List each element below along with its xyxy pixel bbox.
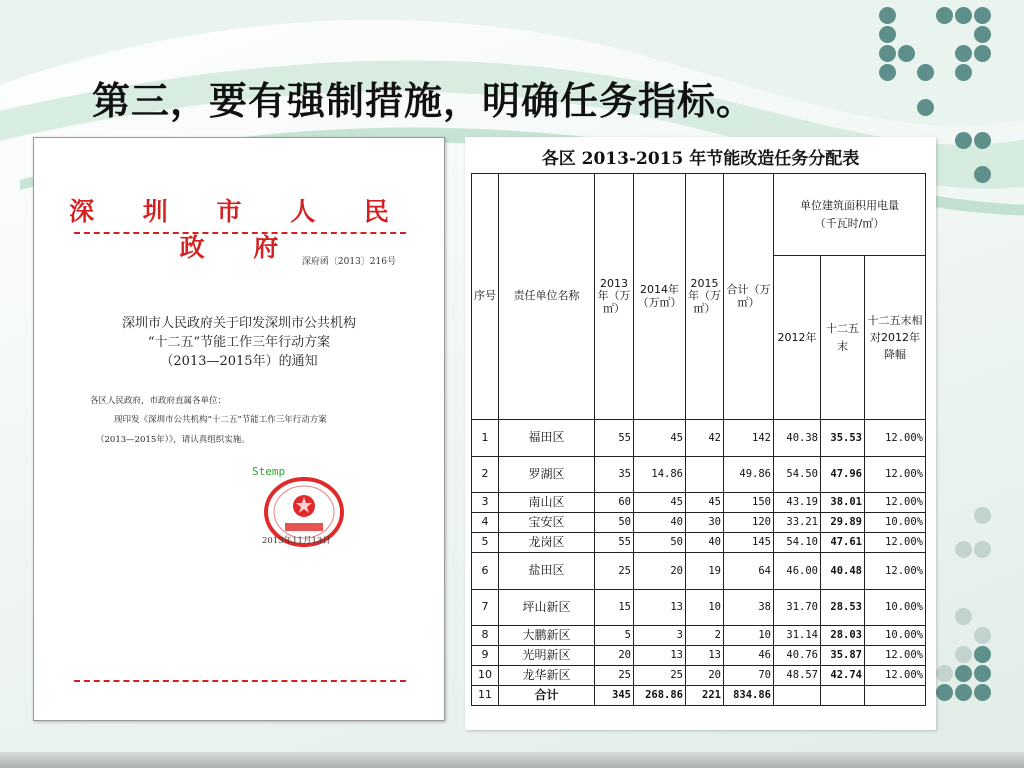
table-row <box>472 666 926 686</box>
cell-seq: 7 <box>472 590 499 626</box>
header-reduction: 十二五末相对2012年降幅 <box>865 256 926 420</box>
cell-y2013: 15 <box>595 590 634 626</box>
cell-red: 12.00% <box>865 493 926 513</box>
cell-y2013: 25 <box>595 666 634 686</box>
cell-y2015: 10 <box>686 590 724 626</box>
cell-total: 120 <box>724 513 774 533</box>
cell-y2014: 45 <box>634 420 686 457</box>
cell-e2012: 40.38 <box>774 420 821 457</box>
cell-red: 12.00% <box>865 666 926 686</box>
cell-total: 49.86 <box>724 457 774 493</box>
cell-y2013: 25 <box>595 553 634 590</box>
stamp-date: 2013年11月13日 <box>262 536 331 546</box>
cell-name: 坪山新区 <box>499 590 595 626</box>
cell-y2013: 55 <box>595 533 634 553</box>
cell-e2012: 54.10 <box>774 533 821 553</box>
document-body-line2: （2013—2015年）》，请认真组织实施。 <box>96 435 250 445</box>
cell-y2014: 3 <box>634 626 686 646</box>
cell-name: 龙华新区 <box>499 666 595 686</box>
cell-y2013: 55 <box>595 420 634 457</box>
cell-y2014: 40 <box>634 513 686 533</box>
header-total: 合计（万㎡） <box>724 174 774 420</box>
cell-total: 70 <box>724 666 774 686</box>
cell-y2014: 25 <box>634 666 686 686</box>
table-row <box>472 646 926 666</box>
cell-e125: 47.96 <box>821 457 865 493</box>
cell-total: 150 <box>724 493 774 513</box>
header-2014: 2014年（万㎡） <box>634 174 686 420</box>
cell-name: 光明新区 <box>499 646 595 666</box>
header-energy-group <box>774 174 926 256</box>
bottom-bar <box>0 752 1024 768</box>
cell-seq: 9 <box>472 646 499 666</box>
cell-e2012: 48.57 <box>774 666 821 686</box>
cell-seq: 8 <box>472 626 499 646</box>
cell-total: 834.86 <box>724 686 774 706</box>
header-energy-group-unit: （千瓦时/㎡） <box>814 216 885 230</box>
cell-y2013: 50 <box>595 513 634 533</box>
header-energy-group-label: 单位建筑面积用电量 <box>800 199 899 213</box>
table-row <box>472 626 926 646</box>
cell-e125: 28.53 <box>821 590 865 626</box>
cell-y2013: 20 <box>595 646 634 666</box>
cell-e2012: 31.70 <box>774 590 821 626</box>
cell-y2015: 19 <box>686 553 724 590</box>
header-2012: 2012年 <box>774 256 821 420</box>
cell-y2013: 345 <box>595 686 634 706</box>
cell-red: 10.00% <box>865 590 926 626</box>
cell-y2014: 45 <box>634 493 686 513</box>
cell-e125: 38.01 <box>821 493 865 513</box>
document-title-line2: “十二五”节能工作三年行动方案 <box>147 335 331 350</box>
cell-name: 福田区 <box>499 420 595 457</box>
red-divider-bottom <box>74 680 406 682</box>
table-row <box>472 686 926 706</box>
cell-y2014: 50 <box>634 533 686 553</box>
cell-name: 龙岗区 <box>499 533 595 553</box>
table-row <box>472 513 926 533</box>
header-unit: 责任单位名称 <box>499 174 595 420</box>
task-allocation-table-panel <box>465 137 936 730</box>
table-title: 各区 2013-2015 年节能改造任务分配表 <box>541 149 860 169</box>
document-title-line1: 深圳市人民政府关于印发深圳市公共机构 <box>121 316 356 331</box>
cell-y2015: 221 <box>686 686 724 706</box>
cell-y2015: 13 <box>686 646 724 666</box>
government-document <box>33 137 445 721</box>
cell-seq: 4 <box>472 513 499 533</box>
table-row <box>472 553 926 590</box>
cell-y2013: 35 <box>595 457 634 493</box>
red-divider-top <box>74 232 406 234</box>
cell-seq: 6 <box>472 553 499 590</box>
cell-name: 大鹏新区 <box>499 626 595 646</box>
cell-red: 12.00% <box>865 646 926 666</box>
table-row <box>472 457 926 493</box>
cell-name: 宝安区 <box>499 513 595 533</box>
cell-total: 64 <box>724 553 774 590</box>
cell-e2012: 31.14 <box>774 626 821 646</box>
cell-e125 <box>821 686 865 706</box>
cell-total: 38 <box>724 590 774 626</box>
cell-y2015: 45 <box>686 493 724 513</box>
document-body-line1: 现印发《深圳市公共机构“十二五”节能工作三年行动方案 <box>114 415 327 425</box>
cell-seq: 10 <box>472 666 499 686</box>
cell-red <box>865 686 926 706</box>
cell-y2014: 13 <box>634 590 686 626</box>
cell-y2014: 14.86 <box>634 457 686 493</box>
cell-y2014: 268.86 <box>634 686 686 706</box>
cell-e2012: 40.76 <box>774 646 821 666</box>
cell-seq: 3 <box>472 493 499 513</box>
cell-e125: 47.61 <box>821 533 865 553</box>
header-2013: 2013年（万㎡） <box>595 174 634 420</box>
task-allocation-table <box>471 173 926 706</box>
cell-e125: 35.53 <box>821 420 865 457</box>
cell-total: 142 <box>724 420 774 457</box>
cell-total: 145 <box>724 533 774 553</box>
cell-y2015: 20 <box>686 666 724 686</box>
document-number: 深府函〔2013〕216号 <box>301 257 396 267</box>
table-body <box>472 420 926 706</box>
cell-e2012: 33.21 <box>774 513 821 533</box>
cell-y2014: 20 <box>634 553 686 590</box>
table-row <box>472 590 926 626</box>
document-issuer: 深 圳 市 人 民 政 府 <box>69 197 409 262</box>
cell-y2013: 60 <box>595 493 634 513</box>
cell-e125: 35.87 <box>821 646 865 666</box>
cell-total: 10 <box>724 626 774 646</box>
cell-name: 合计 <box>499 686 595 706</box>
cell-seq: 2 <box>472 457 499 493</box>
cell-total: 46 <box>724 646 774 666</box>
document-recipients: 各区人民政府，市政府直属各单位： <box>90 396 227 406</box>
cell-e125: 29.89 <box>821 513 865 533</box>
stamp-label: Stemp <box>252 465 286 478</box>
cell-e2012: 54.50 <box>774 457 821 493</box>
cell-red: 12.00% <box>865 420 926 457</box>
cell-e2012: 43.19 <box>774 493 821 513</box>
cell-red: 10.00% <box>865 513 926 533</box>
cell-y2013: 5 <box>595 626 634 646</box>
cell-y2015: 2 <box>686 626 724 646</box>
table-row <box>472 493 926 513</box>
cell-red: 12.00% <box>865 553 926 590</box>
cell-e2012 <box>774 686 821 706</box>
cell-name: 南山区 <box>499 493 595 513</box>
cell-red: 12.00% <box>865 457 926 493</box>
cell-seq: 1 <box>472 420 499 457</box>
cell-name: 罗湖区 <box>499 457 595 493</box>
cell-name: 盐田区 <box>499 553 595 590</box>
header-125-end: 十二五末 <box>821 256 865 420</box>
cell-y2015: 40 <box>686 533 724 553</box>
table-row <box>472 533 926 553</box>
cell-seq: 11 <box>472 686 499 706</box>
cell-e2012: 46.00 <box>774 553 821 590</box>
cell-y2015: 30 <box>686 513 724 533</box>
cell-red: 10.00% <box>865 626 926 646</box>
cell-seq: 5 <box>472 533 499 553</box>
document-title-line3: （2013—2015年）的通知 <box>160 354 318 369</box>
table-row <box>472 420 926 457</box>
cell-e125: 28.03 <box>821 626 865 646</box>
cell-y2015: 42 <box>686 420 724 457</box>
cell-y2014: 13 <box>634 646 686 666</box>
cell-e125: 42.74 <box>821 666 865 686</box>
cell-y2015 <box>686 457 724 493</box>
slide-title: 第三，要有强制措施，明确任务指标。 <box>92 78 756 123</box>
header-seq: 序号 <box>472 174 499 420</box>
header-2015: 2015年（万㎡） <box>686 174 724 420</box>
cell-e125: 40.48 <box>821 553 865 590</box>
cell-red: 12.00% <box>865 533 926 553</box>
